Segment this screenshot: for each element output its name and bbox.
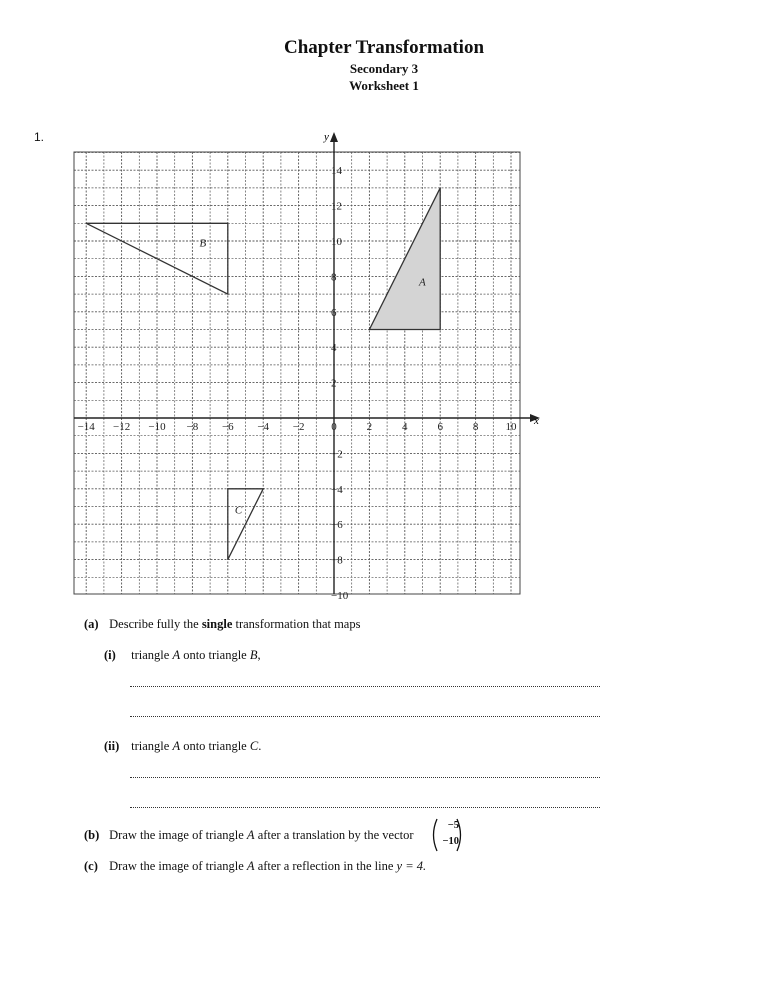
vector-left-bracket <box>434 819 438 851</box>
part-a-i <box>104 647 261 663</box>
part-a-i-shape-b: B <box>249 648 258 662</box>
part-a-ii-shape-c: C <box>249 739 259 753</box>
x-tick-label: −4 <box>257 421 270 433</box>
vector-top-value: −5 <box>447 820 459 831</box>
triangle-label-c: C <box>234 504 243 517</box>
part-a-ii-text-end: . <box>258 739 262 753</box>
answer-line-a-i-2[interactable] <box>130 716 600 717</box>
x-tick-label: −6 <box>221 421 234 433</box>
part-c-text-post: after a reflection in the line <box>254 859 397 873</box>
part-b <box>84 827 414 843</box>
part-c-label: (c) <box>84 859 98 873</box>
y-axis-arrow <box>330 132 338 142</box>
y-tick-label: 8 <box>331 271 337 284</box>
part-a-ii <box>104 738 261 754</box>
worksheet-label: Worksheet 1 <box>349 78 419 93</box>
x-tick-label: −10 <box>148 421 166 433</box>
part-a-ii-text-mid: onto triangle <box>180 739 250 753</box>
part-b-label: (b) <box>84 828 100 842</box>
page-title: Chapter Transformation <box>283 37 485 58</box>
y-tick-label: −4 <box>331 483 343 496</box>
part-a-i-shape-a: A <box>172 648 181 662</box>
part-a-text-bold: single <box>201 617 233 631</box>
y-tick-label: 12 <box>331 200 342 213</box>
part-a-label: (a) <box>84 617 99 631</box>
translation-vector <box>429 818 465 852</box>
part-a-text-pre: Describe fully the <box>109 617 202 631</box>
x-tick-label: 4 <box>402 421 408 433</box>
part-a-i-text-pre: triangle <box>131 648 173 662</box>
x-tick-label: 10 <box>505 421 517 433</box>
part-a-ii-label: (ii) <box>104 739 120 753</box>
part-b-text-post: after a translation by the vector <box>254 828 414 842</box>
part-a-i-text-mid: onto triangle <box>180 648 250 662</box>
x-tick-label: 0 <box>331 421 337 433</box>
x-tick-label: −14 <box>77 421 95 433</box>
y-tick-label: −6 <box>331 519 343 532</box>
x-tick-label: 8 <box>472 421 479 433</box>
x-tick-label: 2 <box>366 421 373 433</box>
part-a-i-text-end: , <box>257 648 261 662</box>
part-a-i-label: (i) <box>104 648 116 662</box>
page-subtitle: Secondary 3 <box>349 61 419 76</box>
y-tick-label: −10 <box>331 590 349 602</box>
triangle-label-a: A <box>418 276 426 289</box>
x-tick-label: −2 <box>292 421 305 433</box>
triangle-label-b: B <box>199 237 207 250</box>
x-tick-label: 6 <box>437 421 443 433</box>
y-axis-label: y <box>324 131 329 143</box>
part-c-equation: y = 4. <box>396 859 427 873</box>
question-number: 1. <box>34 130 45 144</box>
part-a <box>84 616 360 632</box>
part-c-text-pre: Draw the image of triangle <box>109 859 247 873</box>
y-tick-label: −2 <box>331 448 343 461</box>
answer-line-a-i-1[interactable] <box>130 686 600 687</box>
part-c <box>84 858 426 874</box>
part-c-shape-a: A <box>246 859 255 873</box>
y-tick-label: −8 <box>331 554 343 567</box>
y-tick-label: 6 <box>331 306 337 319</box>
answer-line-a-ii-1[interactable] <box>130 777 600 778</box>
part-b-text-pre: Draw the image of triangle <box>109 828 247 842</box>
grid-border <box>74 152 520 594</box>
y-tick-label: 10 <box>331 236 342 248</box>
vector-bottom-value: −10 <box>442 836 459 847</box>
x-axis-label: x <box>534 415 539 427</box>
x-tick-label: −8 <box>186 421 199 433</box>
part-a-ii-text-pre: triangle <box>131 739 173 753</box>
y-tick-label: 2 <box>331 377 337 390</box>
part-a-text-post: transformation that maps <box>232 617 361 631</box>
part-a-ii-shape-a: A <box>172 739 181 753</box>
x-tick-label: −12 <box>112 421 131 433</box>
y-tick-label: 14 <box>331 165 342 178</box>
answer-line-a-ii-2[interactable] <box>130 807 600 808</box>
y-tick-label: 4 <box>331 342 337 355</box>
part-b-shape-a: A <box>246 828 255 842</box>
